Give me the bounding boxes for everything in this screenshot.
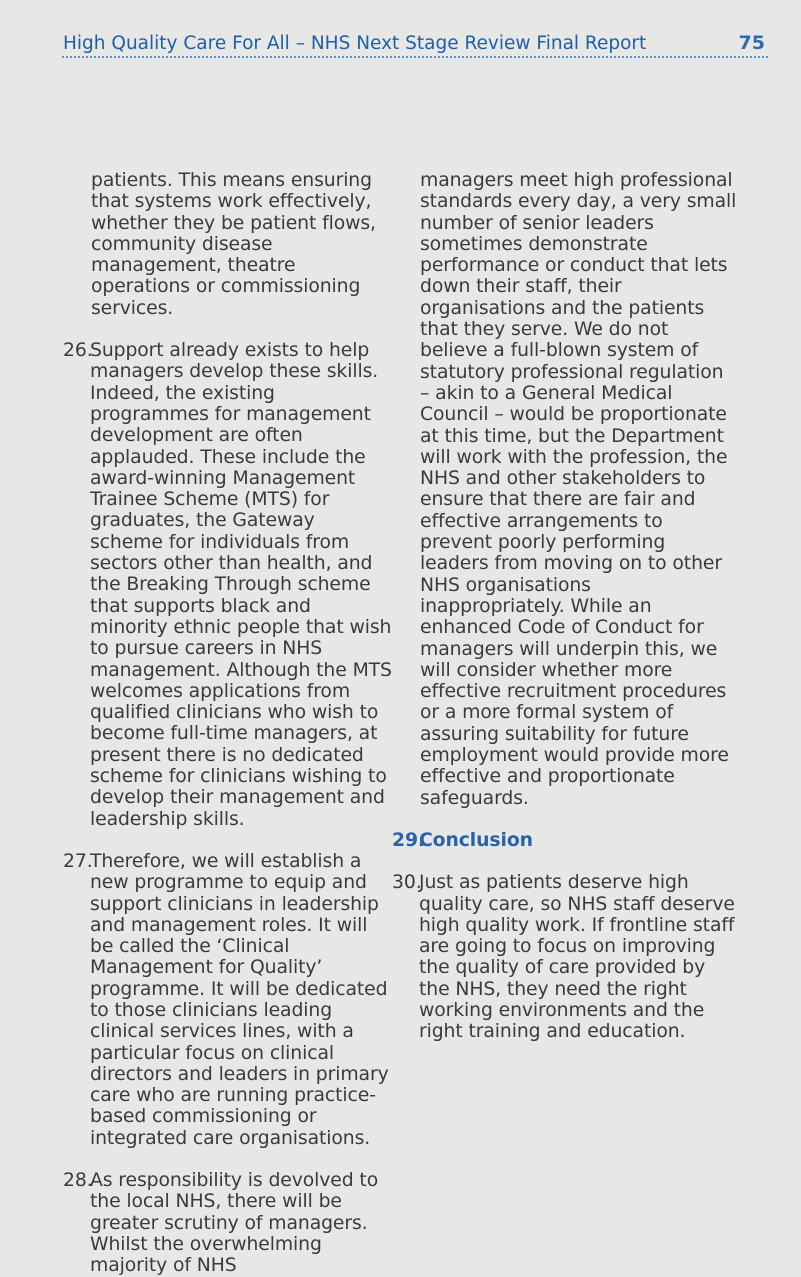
left-column bbox=[63, 170, 393, 1277]
continued-paragraph: managers meet high professional standards every day, a very small number of senior leaders sometimes demonstrate performance or conduct that lets down their staff, their organisations and the patients that they serve. We do not believe a full-blown system of statutory professional regulation – akin to a General Medical Council – would be proportionate at this time, but the Department will work with the profession, the NHS and other stakeholders to ensure that there are fair and effective arrangements to prevent poorly performing leaders from moving on to other NHS organisations inappropriately. While an enhanced Code of Conduct for managers will underpin this, we will consider whether more effective recruitment procedures or a more formal system of assuring suitability for future employment would provide more effective and proportionate safeguards. bbox=[420, 170, 737, 809]
paragraph-number: 29. bbox=[392, 829, 425, 851]
heading-text: Conclusion bbox=[419, 829, 533, 851]
paragraph-text: As responsibility is devolved to the local NHS, there will be greater scrutiny of managers. Whilst the overwhelming majority of NHS bbox=[90, 1170, 379, 1277]
paragraph-27 bbox=[63, 851, 393, 1149]
paragraph-30 bbox=[392, 872, 737, 1042]
paragraph-text: Therefore, we will establish a new programme to equip and support clinicians in leadership and management roles. It will be called the ‘Clinical Management for Quality’ programme. It will be dedicated to those clinicians leading clinical services lines, with a particular focus on clinical directors and leaders in primary care who are running practice-based commissioning or integrated care organisations. bbox=[90, 850, 389, 1149]
paragraph-26 bbox=[63, 340, 393, 830]
right-column bbox=[392, 170, 737, 1043]
page-number: 75 bbox=[738, 32, 765, 54]
paragraph-text: Just as patients deserve high quality care, so NHS staff deserve high quality work. If frontline staff are going to focus on improving the quality of care provided by the NHS, they need the right working environments and the right training and education. bbox=[419, 872, 735, 1043]
paragraph-number: 30. bbox=[392, 872, 422, 894]
page-header bbox=[63, 28, 765, 58]
dotted-divider bbox=[62, 56, 768, 58]
paragraph-text: Support already exists to help managers develop these skills. Indeed, the existing programmes for management development are often applauded. These include the award-winning Management Trainee Scheme (MTS) for graduates, the Gateway scheme for individuals from sectors other than health, and the Breaking Through scheme that supports black and minority ethnic people that wish to pursue careers in NHS management. Although the MTS welcomes applications from qualified clinicians who wish to become full-time managers, at present there is no dedicated scheme for clinicians wishing to develop their management and leadership skills. bbox=[90, 340, 392, 830]
paragraph-number: 26. bbox=[63, 340, 93, 362]
report-title: High Quality Care For All – NHS Next Stage Review Final Report bbox=[63, 32, 647, 54]
paragraph-number: 28. bbox=[63, 1170, 93, 1192]
paragraph-number: 27. bbox=[63, 850, 93, 872]
paragraph-28 bbox=[63, 1170, 393, 1276]
section-heading-conclusion bbox=[392, 830, 737, 851]
continued-paragraph: patients. This means ensuring that systems work effectively, whether they be patient flows, community disease management, theatre operations or commissioning services. bbox=[91, 170, 376, 319]
